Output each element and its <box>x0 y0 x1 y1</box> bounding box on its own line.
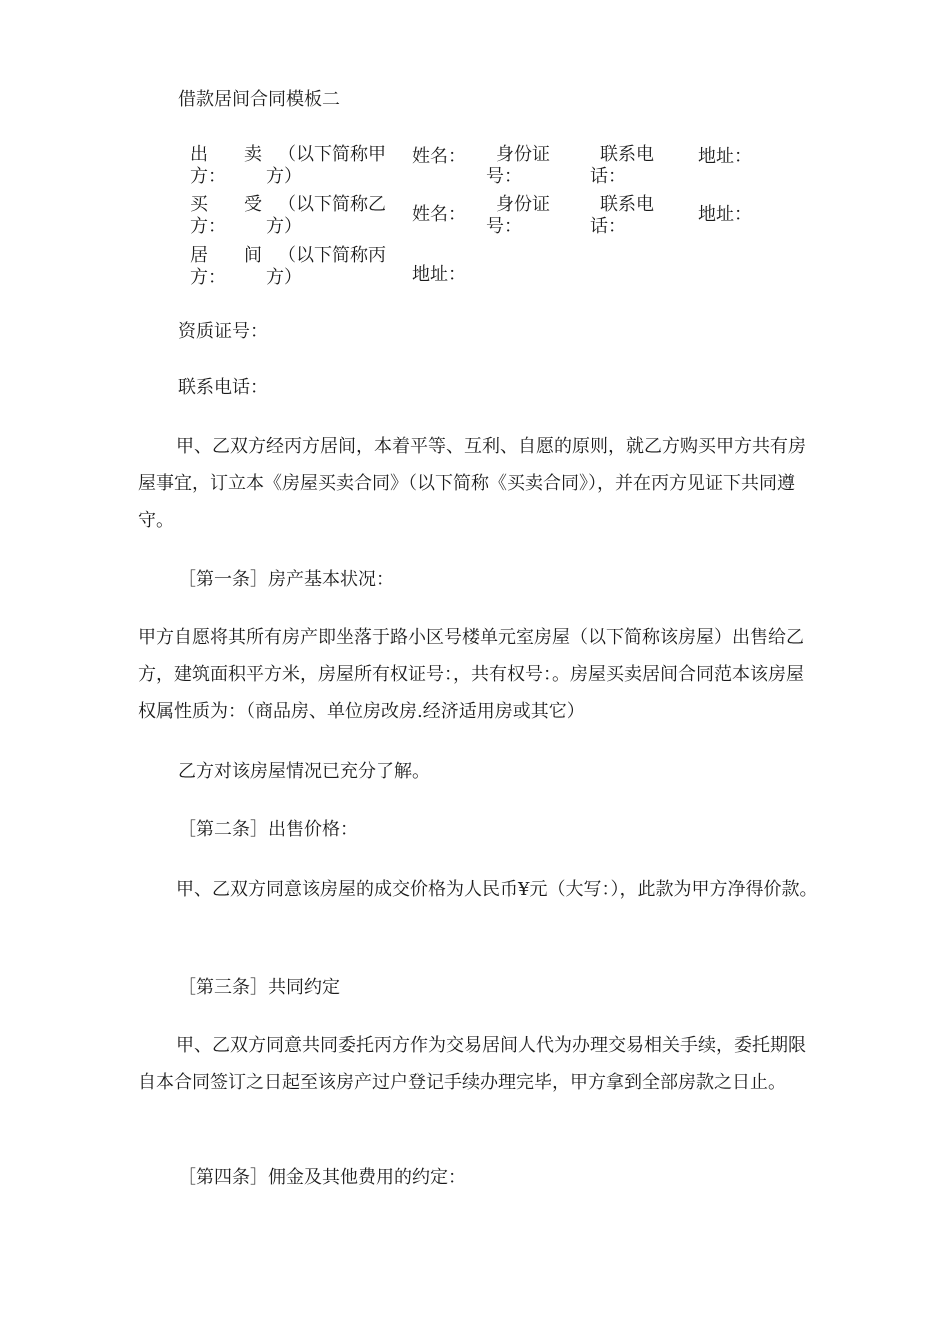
party-phone-label: 联系电 <box>600 194 654 215</box>
qualification-label: 资质证号： <box>178 321 268 342</box>
party-role-char: 买 <box>190 194 208 215</box>
party-id-label: 身份证 <box>496 144 550 165</box>
article-4-heading: ［第四条］佣金及其他费用的约定： <box>178 1167 466 1188</box>
parties-table <box>178 144 778 294</box>
party-phone-suffix: 话： <box>590 166 626 187</box>
party-abbr: （以下简称乙 <box>278 194 386 215</box>
party-id-label: 身份证 <box>496 194 550 215</box>
article-1-heading: ［第一条］房产基本状况： <box>178 569 394 590</box>
party-name-label: 姓名： <box>412 146 466 167</box>
party-role-suffix: 方： <box>190 267 226 288</box>
party-name-label: 姓名： <box>412 204 466 225</box>
party-role-char-2: 间 <box>244 245 262 266</box>
party-address-label: 地址： <box>412 264 466 285</box>
article-1-note: 乙方对该房屋情况已充分了解。 <box>178 761 430 782</box>
intro-text: 甲、乙双方经丙方居间，本着平等、互利、自愿的原则，就乙方购买甲方共有房屋事宜，订立本《房屋买卖合同》（以下简称《买卖合同》），并在丙方见证下共同遵守。 <box>138 436 806 531</box>
article-3-body <box>138 1027 818 1101</box>
article-2-text: 甲、乙双方同意该房屋的成交价格为人民币¥元（大写：），此款为甲方净得价款。 <box>176 879 818 900</box>
party-role-char: 出 <box>190 144 208 165</box>
party-phone-suffix: 话： <box>590 216 626 237</box>
article-2-body <box>138 871 818 908</box>
party-abbr-suffix: 方） <box>266 216 302 237</box>
article-3-text: 甲、乙双方同意共同委托丙方作为交易居间人代为办理交易相关手续，委托期限自本合同签订之日起至该房产过户登记手续办理完毕，甲方拿到全部房款之日止。 <box>138 1035 806 1093</box>
party-abbr-suffix: 方） <box>266 166 302 187</box>
article-2-heading: ［第二条］出售价格： <box>178 819 358 840</box>
party-role-char-2: 卖 <box>244 144 262 165</box>
party-address-label: 地址： <box>698 204 752 225</box>
party-abbr: （以下简称甲 <box>278 144 386 165</box>
party-abbr-suffix: 方） <box>266 267 302 288</box>
article-3-heading: ［第三条］共同约定 <box>178 977 340 998</box>
party-role-suffix: 方： <box>190 216 226 237</box>
party-role-char-2: 受 <box>244 194 262 215</box>
party-id-suffix: 号： <box>486 216 522 237</box>
party-role-char: 居 <box>190 245 208 266</box>
party-abbr: （以下简称丙 <box>278 245 386 266</box>
article-1-body <box>138 619 818 730</box>
contact-phone-label: 联系电话： <box>178 377 268 398</box>
article-1-text: 甲方自愿将其所有房产即坐落于路小区号楼单元室房屋（以下简称该房屋）出售给乙方，建筑面积平方米，房屋所有权证号：，共有权号：。房屋买卖居间合同范本该房屋权属性质为：（商品房、单位房改房.经济适用房或其它） <box>138 627 804 722</box>
intro-paragraph <box>138 428 818 539</box>
party-address-label: 地址： <box>698 146 752 167</box>
party-phone-label: 联系电 <box>600 144 654 165</box>
document-title: 借款居间合同模板二 <box>178 89 340 110</box>
party-role-suffix: 方： <box>190 166 226 187</box>
party-id-suffix: 号： <box>486 166 522 187</box>
